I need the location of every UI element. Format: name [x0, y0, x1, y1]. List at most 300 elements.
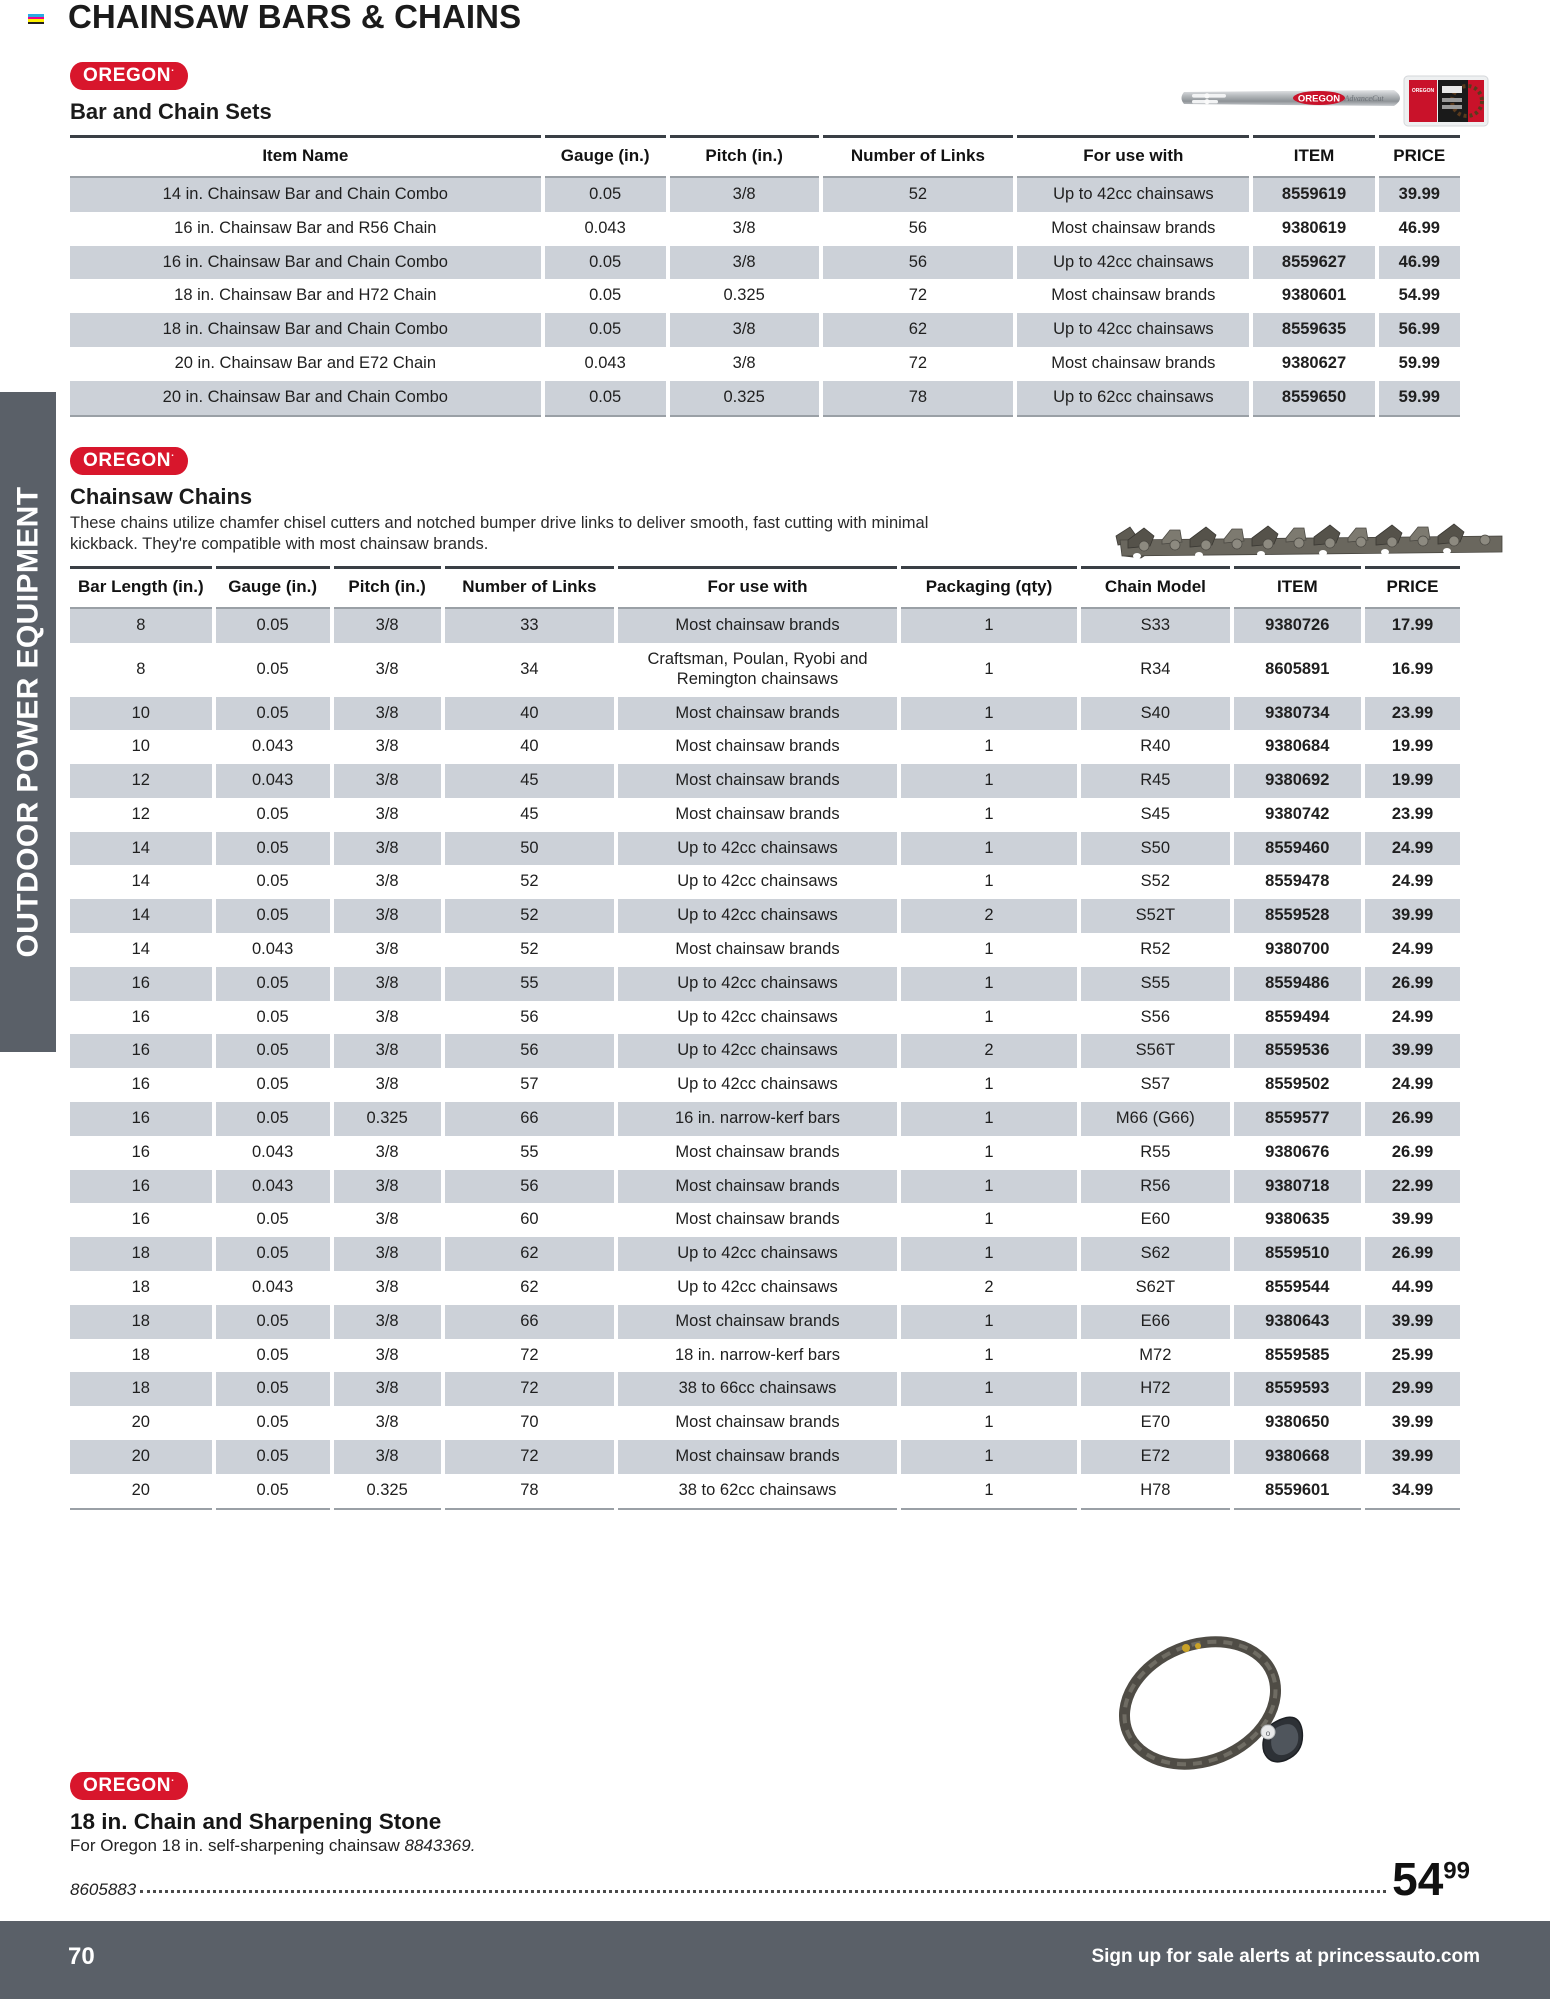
table-cell: 1 [899, 1102, 1079, 1136]
table-cell: Most chainsaw brands [616, 798, 899, 832]
table-cell: 9380742 [1232, 798, 1363, 832]
table-cell: 24.99 [1363, 1001, 1460, 1035]
table-cell: 9380718 [1232, 1170, 1363, 1204]
table-cell: 16 [70, 1170, 214, 1204]
col-pitch: Pitch (in.) [332, 568, 443, 609]
table-cell: 2 [899, 1271, 1079, 1305]
table-cell: Most chainsaw brands [616, 1406, 899, 1440]
table-cell: Most chainsaw brands [616, 697, 899, 731]
table-cell: Up to 42cc chainsaws [616, 967, 899, 1001]
table-row [70, 212, 1460, 246]
table-cell: 34 [443, 643, 616, 697]
table-cell: 57 [443, 1068, 616, 1102]
table-cell: 39.99 [1363, 1440, 1460, 1474]
table-cell: Most chainsaw brands [1015, 212, 1251, 246]
table-row [70, 1474, 1460, 1509]
table-cell: 39.99 [1363, 1203, 1460, 1237]
table-cell: 2 [899, 899, 1079, 933]
table-cell: S50 [1079, 832, 1231, 866]
table-cell: 0.05 [543, 177, 668, 212]
table-cell: 8559544 [1232, 1271, 1363, 1305]
table-cell: 14 [70, 832, 214, 866]
table-cell: 12 [70, 764, 214, 798]
table-cell: 3/8 [668, 347, 821, 381]
table-cell: 0.05 [543, 279, 668, 313]
table-cell: 3/8 [668, 177, 821, 212]
table-cell: 9380676 [1232, 1136, 1363, 1170]
table-cell: S33 [1079, 608, 1231, 643]
table-cell: 38 to 66cc chainsaws [616, 1372, 899, 1406]
table-cell: 0.05 [214, 1203, 332, 1237]
table-cell: 8605891 [1232, 643, 1363, 697]
table-row [70, 1001, 1460, 1035]
table-cell: 44.99 [1363, 1271, 1460, 1305]
table-cell: 56 [443, 1170, 616, 1204]
table-cell: Up to 42cc chainsaws [616, 1271, 899, 1305]
table-cell: 9380668 [1232, 1440, 1363, 1474]
table-cell: 3/8 [332, 1034, 443, 1068]
table-cell: 8559585 [1232, 1339, 1363, 1373]
col-item-no: ITEM [1251, 137, 1376, 178]
table-row [70, 764, 1460, 798]
col-item-name: Item Name [70, 137, 543, 178]
section-heading: Bar and Chain Sets [70, 99, 272, 124]
table-cell: 9380726 [1232, 608, 1363, 643]
table-cell: 0.325 [332, 1102, 443, 1136]
table-cell: 18 in. narrow-kerf bars [616, 1339, 899, 1373]
table-cell: 1 [899, 865, 1079, 899]
table-cell: 1 [899, 933, 1079, 967]
table-cell: 0.05 [214, 967, 332, 1001]
table-cell: 39.99 [1377, 177, 1460, 212]
svg-text:OREGON: OREGON [1297, 93, 1341, 105]
table-cell: 1 [899, 1001, 1079, 1035]
table-cell: 10 [131, 737, 150, 756]
table-cell: 18 [70, 1237, 214, 1271]
offer-price [1392, 1853, 1470, 1905]
table-cell: 8 [70, 608, 214, 643]
table-cell: R45 [1079, 764, 1231, 798]
table-row [70, 798, 1460, 832]
table-cell: 62 [443, 1271, 616, 1305]
table-cell: 62 [821, 313, 1016, 347]
table-cell: 56.99 [1377, 313, 1460, 347]
table-cell: Most chainsaw brands [1015, 347, 1251, 381]
table-cell: 66 [443, 1305, 616, 1339]
table-cell: 3/8 [332, 1237, 443, 1271]
table-cell: 1 [899, 608, 1079, 643]
table-cell: 0.043 [543, 212, 668, 246]
table-cell: Up to 42cc chainsaws [616, 899, 899, 933]
table-cell: 46.99 [1377, 212, 1460, 246]
table-cell: 3/8 [332, 1305, 443, 1339]
table-row [70, 608, 1460, 643]
table-cell: 8559577 [1232, 1102, 1363, 1136]
leader-dots [140, 1890, 1386, 1893]
table-body [70, 177, 1460, 416]
table-cell: 18 [70, 1372, 214, 1406]
table-cell: 46.99 [1377, 246, 1460, 280]
table-cell: 0.05 [214, 608, 332, 643]
table-cell: 72 [443, 1440, 616, 1474]
table-cell: 9380643 [1232, 1305, 1363, 1339]
table-cell: 70 [443, 1406, 616, 1440]
table-cell: 1 [899, 967, 1079, 1001]
table-cell: 0.05 [543, 246, 668, 280]
table-cell: 1 [899, 1305, 1079, 1339]
oregon-brand-logo-2: OREGON· [70, 447, 188, 475]
table-cell: 0.05 [214, 1001, 332, 1035]
table-cell: 50 [443, 832, 616, 866]
table-cell: 12 [131, 804, 150, 823]
table-cell: 10 [70, 697, 214, 731]
table-cell: S40 [1079, 697, 1231, 731]
footer-promo-text: Sign up for sale alerts at princessauto.com [1091, 1946, 1480, 1967]
table-cell: 3/8 [332, 899, 443, 933]
table-cell: 3/8 [332, 865, 443, 899]
table-cell: R55 [1079, 1136, 1231, 1170]
table-cell: S56 [1079, 1001, 1231, 1035]
table-row [70, 1068, 1460, 1102]
table-cell: 34.99 [1363, 1474, 1460, 1509]
table-cell: 3/8 [668, 313, 821, 347]
svg-text:AdvanceCut: AdvanceCut [1344, 94, 1384, 103]
table-cell: 1 [899, 1406, 1079, 1440]
table-cell: 0.325 [668, 381, 821, 416]
table-cell: Most chainsaw brands [616, 608, 899, 643]
bar-and-chain-sets-table [70, 135, 1460, 417]
page-footer [0, 1921, 1550, 1999]
table-cell: 16 [131, 1210, 150, 1229]
table-cell: 8559627 [1251, 246, 1376, 280]
table-row [70, 1203, 1460, 1237]
table-row [70, 1339, 1460, 1373]
category-side-tab-label: OUTDOOR POWER EQUIPMENT [11, 486, 44, 958]
table-row [70, 1440, 1460, 1474]
col-price: PRICE [1377, 137, 1460, 178]
offer-price-cents: 99 [1443, 1857, 1470, 1885]
table-cell: 8559601 [1232, 1474, 1363, 1509]
table-cell: 3/8 [332, 1136, 443, 1170]
table-cell: 1 [899, 1203, 1079, 1237]
table-cell: 3/8 [332, 764, 443, 798]
table-cell: 1 [899, 1068, 1079, 1102]
table-cell: S56T [1079, 1034, 1231, 1068]
table-cell: 1 [899, 1136, 1079, 1170]
table-cell: 39.99 [1363, 1034, 1460, 1068]
table-cell: 0.05 [543, 313, 668, 347]
table-cell: S57 [1079, 1068, 1231, 1102]
table-cell: 56 [821, 212, 1016, 246]
table-cell: 3/8 [332, 643, 443, 697]
table-cell: 3/8 [332, 798, 443, 832]
col-for-use: For use with [1015, 137, 1251, 178]
table-cell: 0.05 [214, 899, 332, 933]
category-side-tab [0, 392, 56, 1052]
table-cell: 0.043 [214, 1170, 332, 1204]
table-cell: 18 [70, 1305, 214, 1339]
section-bar-and-chain-sets [70, 62, 1460, 417]
table-cell: 1 [899, 1474, 1079, 1509]
table-cell: Up to 42cc chainsaws [616, 1034, 899, 1068]
table-cell: 1 [899, 798, 1079, 832]
table-cell: Up to 42cc chainsaws [616, 865, 899, 899]
table-cell: 16 [131, 1007, 150, 1026]
section-description: These chains utilize chamfer chisel cutters and notched bumper drive links to deliver smooth, fast cutting with minimal kickback. They're compatible with most chainsaw brands. [70, 513, 929, 554]
table-cell: S52T [1079, 899, 1231, 933]
table-cell: 20 in. Chainsaw Bar and E72 Chain [174, 353, 437, 372]
table-cell: 55 [443, 967, 616, 1001]
table-cell: 3/8 [332, 608, 443, 643]
table-cell: 39.99 [1363, 1406, 1460, 1440]
table-cell: E70 [1079, 1406, 1231, 1440]
col-item-no: ITEM [1232, 568, 1363, 609]
table-cell: Up to 42cc chainsaws [1015, 177, 1251, 212]
table-cell: 19.99 [1363, 730, 1460, 764]
table-row [70, 697, 1460, 731]
table-cell: 18 in. Chainsaw Bar and H72 Chain [174, 286, 437, 305]
table-cell: 8559593 [1232, 1372, 1363, 1406]
table-cell: 25.99 [1363, 1339, 1460, 1373]
offer-price-row [70, 1853, 1470, 1905]
table-cell: 16 in. Chainsaw Bar and Chain Combo [70, 246, 543, 280]
table-cell: Up to 42cc chainsaws [1015, 246, 1251, 280]
table-cell: 0.05 [214, 1034, 332, 1068]
table-cell: 40 [443, 730, 616, 764]
table-cell: 16 in. Chainsaw Bar and R56 Chain [174, 218, 437, 237]
col-price: PRICE [1363, 568, 1460, 609]
table-cell: 16 [70, 967, 214, 1001]
table-cell: 0.325 [332, 1474, 443, 1509]
table-cell: 72 [821, 347, 1016, 381]
table-cell: 3/8 [332, 1440, 443, 1474]
table-cell: 26.99 [1363, 967, 1460, 1001]
section-chainsaw-chains [70, 447, 1460, 1510]
table-row [70, 246, 1460, 280]
table-cell: Most chainsaw brands [616, 1203, 899, 1237]
table-cell: 3/8 [668, 246, 821, 280]
table-cell: 24.99 [1363, 832, 1460, 866]
table-cell: 23.99 [1363, 798, 1460, 832]
table-cell: 0.05 [214, 865, 332, 899]
table-header-row [70, 137, 1460, 178]
table-cell: 66 [443, 1102, 616, 1136]
table-cell: Up to 42cc chainsaws [1015, 313, 1251, 347]
table-cell: 60 [443, 1203, 616, 1237]
table-row [70, 347, 1460, 381]
table-cell: Up to 42cc chainsaws [616, 832, 899, 866]
table-cell: 62 [443, 1237, 616, 1271]
table-cell: 16 [131, 1075, 150, 1094]
table-cell: Up to 62cc chainsaws [1015, 381, 1251, 416]
table-cell: 3/8 [332, 1068, 443, 1102]
table-cell: 8559619 [1251, 177, 1376, 212]
table-cell: 1 [899, 1372, 1079, 1406]
svg-text:o: o [1265, 1729, 1271, 1738]
table-row [70, 832, 1460, 866]
table-cell: 0.05 [543, 381, 668, 416]
offer-description [70, 1836, 1470, 1856]
table-cell: 8559536 [1232, 1034, 1363, 1068]
table-cell: 9380684 [1232, 730, 1363, 764]
table-row [70, 1237, 1460, 1271]
table-cell: 9380601 [1251, 279, 1376, 313]
table-cell: 9380627 [1251, 347, 1376, 381]
table-cell: 0.05 [214, 798, 332, 832]
table-cell: E60 [1079, 1203, 1231, 1237]
table-cell: R56 [1079, 1170, 1231, 1204]
table-cell: 0.05 [214, 832, 332, 866]
table-cell: 18 in. Chainsaw Bar and Chain Combo [70, 313, 543, 347]
table-row [70, 967, 1460, 1001]
table-cell: Most chainsaw brands [1015, 279, 1251, 313]
table-cell: S62T [1079, 1271, 1231, 1305]
table-cell: 72 [443, 1339, 616, 1373]
table-cell: 1 [899, 643, 1079, 697]
table-cell: 26.99 [1363, 1102, 1460, 1136]
table-cell: 0.043 [214, 1271, 332, 1305]
col-links: Number of Links [443, 568, 616, 609]
chainsaw-chains-table [70, 566, 1460, 1510]
table-cell: 1 [899, 1170, 1079, 1204]
table-cell: 56 [443, 1034, 616, 1068]
table-cell: 20 [70, 1440, 214, 1474]
table-cell: 0.05 [214, 1102, 332, 1136]
table-cell: 9380700 [1232, 933, 1363, 967]
table-cell: 39.99 [1363, 1305, 1460, 1339]
table-cell: 59.99 [1377, 381, 1460, 416]
table-cell: 56 [821, 246, 1016, 280]
table-cell: Most chainsaw brands [616, 1440, 899, 1474]
table-row [70, 1406, 1460, 1440]
table-cell: 19.99 [1363, 764, 1460, 798]
table-cell: 8559510 [1232, 1237, 1363, 1271]
table-cell: 0.05 [214, 1474, 332, 1509]
table-cell: 0.05 [214, 1068, 332, 1102]
table-cell: 3/8 [332, 1170, 443, 1204]
table-cell: 8559494 [1232, 1001, 1363, 1035]
table-cell: 18 [131, 1278, 150, 1297]
table-cell: S45 [1079, 798, 1231, 832]
table-row [70, 1372, 1460, 1406]
table-cell: 1 [899, 764, 1079, 798]
col-chain-model: Chain Model [1079, 568, 1231, 609]
table-cell: S62 [1079, 1237, 1231, 1271]
table-cell: 9380650 [1232, 1406, 1363, 1440]
table-cell: 3/8 [332, 1406, 443, 1440]
table-row [70, 313, 1460, 347]
table-cell: 38 to 62cc chainsaws [616, 1474, 899, 1509]
table-cell: M72 [1079, 1339, 1231, 1373]
col-links: Number of Links [821, 137, 1016, 178]
page-header [0, 0, 1550, 50]
table-row [70, 279, 1460, 313]
col-gauge: Gauge (in.) [543, 137, 668, 178]
table-cell: 54.99 [1377, 279, 1460, 313]
oregon-brand-logo-3: OREGON· [70, 1772, 188, 1800]
table-cell: 2 [899, 1034, 1079, 1068]
col-pitch: Pitch (in.) [668, 137, 821, 178]
table-cell: Up to 42cc chainsaws [616, 1237, 899, 1271]
table-cell: 18 [131, 1345, 150, 1364]
table-cell: 23.99 [1363, 697, 1460, 731]
table-cell: 1 [899, 1440, 1079, 1474]
table-cell: Up to 42cc chainsaws [616, 1001, 899, 1035]
table-cell: 14 [70, 899, 214, 933]
table-cell: 45 [443, 798, 616, 832]
table-cell: 3/8 [332, 1372, 443, 1406]
table-row [70, 933, 1460, 967]
col-for-use: For use with [616, 568, 899, 609]
table-cell: 1 [899, 832, 1079, 866]
table-cell: 9380734 [1232, 697, 1363, 731]
table-row [70, 1170, 1460, 1204]
col-gauge: Gauge (in.) [214, 568, 332, 609]
table-cell: 8 [136, 659, 146, 678]
table-cell: 14 [131, 940, 150, 959]
table-cell: R40 [1079, 730, 1231, 764]
table-cell: 9380692 [1232, 764, 1363, 798]
table-cell: 3/8 [332, 697, 443, 731]
table-cell: 39.99 [1363, 899, 1460, 933]
table-row [70, 899, 1460, 933]
col-bar-length: Bar Length (in.) [70, 568, 214, 609]
table-cell: 0.043 [543, 347, 668, 381]
col-packaging: Packaging (qty) [899, 568, 1079, 609]
table-cell: 8559460 [1232, 832, 1363, 866]
offer-reference-sku: 8843369. [404, 1836, 476, 1855]
table-cell: Most chainsaw brands [616, 933, 899, 967]
table-cell: 40 [443, 697, 616, 731]
table-cell: Most chainsaw brands [616, 730, 899, 764]
table-cell: 14 [131, 872, 150, 891]
table-cell: E66 [1079, 1305, 1231, 1339]
table-cell: M66 (G66) [1079, 1102, 1231, 1136]
table-cell: 3/8 [668, 212, 821, 246]
table-cell: 1 [899, 730, 1079, 764]
table-row [70, 1136, 1460, 1170]
table-cell: 0.043 [214, 933, 332, 967]
table-cell: 14 in. Chainsaw Bar and Chain Combo [70, 177, 543, 212]
table-cell: 8559478 [1232, 865, 1363, 899]
table-cell: 16 [70, 1102, 214, 1136]
table-cell: 26.99 [1363, 1237, 1460, 1271]
table-cell: 52 [443, 899, 616, 933]
table-cell: 3/8 [332, 1271, 443, 1305]
table-cell: E72 [1079, 1440, 1231, 1474]
table-cell: 0.05 [214, 1372, 332, 1406]
table-cell: S55 [1079, 967, 1231, 1001]
table-cell: 24.99 [1363, 1068, 1460, 1102]
color-registration-marks-icon [28, 14, 44, 25]
table-row [70, 643, 1460, 697]
table-cell: R34 [1079, 643, 1231, 697]
table-cell: 0.043 [214, 764, 332, 798]
offer-description-text: For Oregon 18 in. self-sharpening chainsaw [70, 1836, 405, 1855]
table-cell: Most chainsaw brands [616, 764, 899, 798]
table-cell: 8559635 [1251, 313, 1376, 347]
table-cell: 33 [443, 608, 616, 643]
page-number: 70 [68, 1943, 95, 1970]
table-cell: 8559528 [1232, 899, 1363, 933]
table-cell: 17.99 [1363, 608, 1460, 643]
table-cell: 0.05 [214, 697, 332, 731]
table-cell: 22.99 [1363, 1170, 1460, 1204]
table-cell: 0.05 [214, 1339, 332, 1373]
table-cell: H78 [1079, 1474, 1231, 1509]
table-cell: 20 [131, 1413, 150, 1432]
table-cell: Most chainsaw brands [616, 1305, 899, 1339]
